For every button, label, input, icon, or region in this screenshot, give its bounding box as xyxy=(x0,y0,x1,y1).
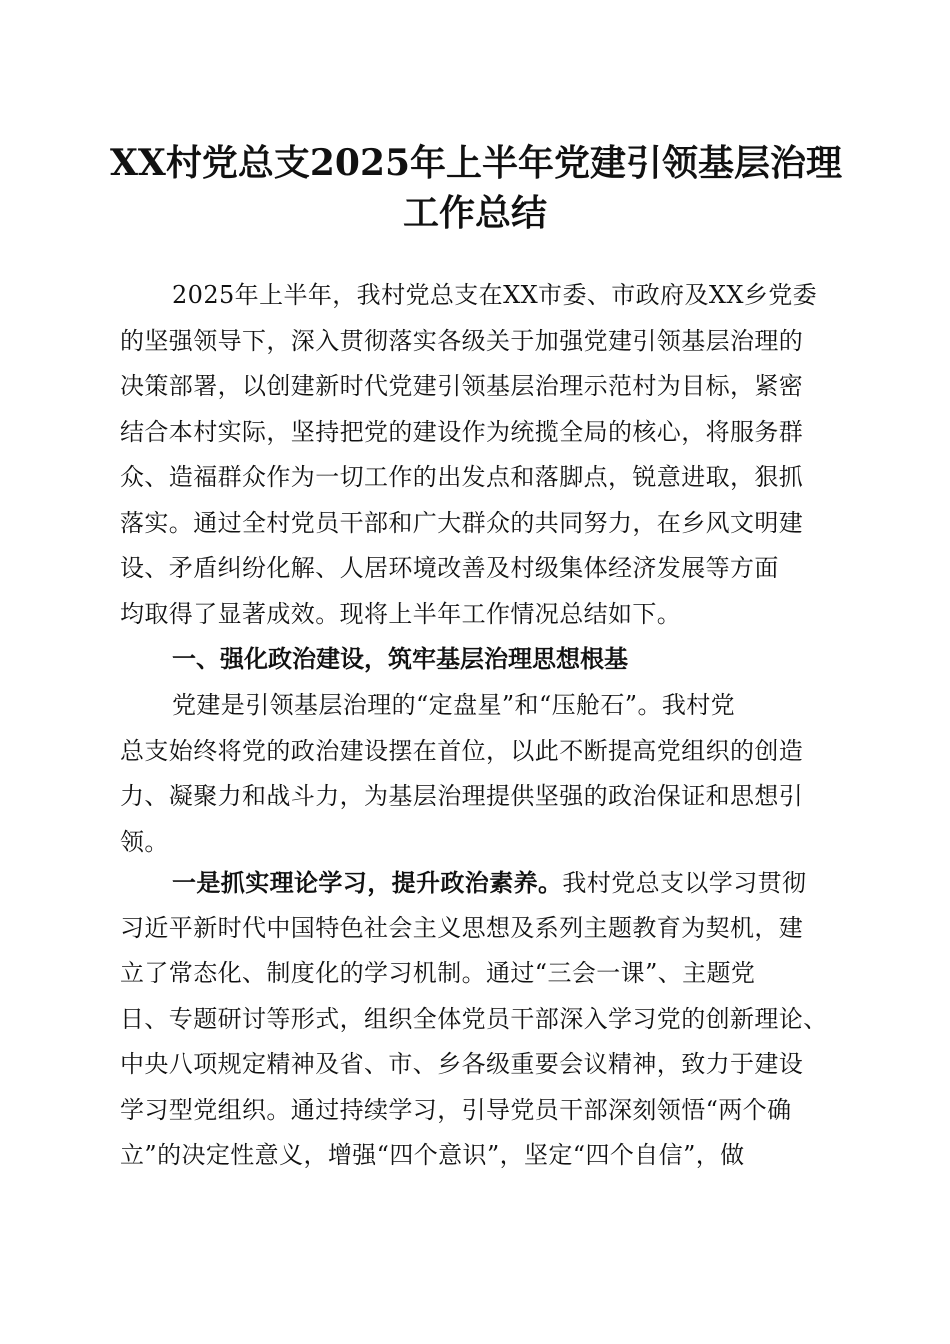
paragraph-lead: 一是抓实理论学习，提升政治素养。 xyxy=(172,868,563,897)
paragraph-line: 立了常态化、制度化的学习机制。通过“三会一课”、主题党 xyxy=(120,959,756,987)
title-line-1: XX村党总支2025年上半年党建引领基层治理 xyxy=(110,142,843,184)
paragraph-line: 中央八项规定精神及省、市、乡各级重要会议精神，致力于建设 xyxy=(120,1050,804,1078)
section-heading-1 xyxy=(120,637,832,683)
section-1-paragraph xyxy=(120,683,832,865)
paragraph-line: 党建是引领基层治理的“定盘星”和“压舱石”。我村党 xyxy=(172,691,736,719)
paragraph-line: 力、凝聚力和战斗力，为基层治理提供坚强的政治保证和思想引 xyxy=(120,782,804,810)
paragraph-line: 学习型党组织。通过持续学习，引导党员干部深刻领悟“两个确 xyxy=(120,1095,792,1124)
paragraph-text: 我村党总支以学习贯彻 xyxy=(562,869,807,897)
paragraph-line: 立”的决定性意义，增强“四个意识”，坚定“四个自信”，做 xyxy=(120,1141,745,1169)
paragraph-line: 2025年上半年，我村党总支在XX市委、市政府及XX乡党委 xyxy=(172,281,818,309)
paragraph-line xyxy=(120,860,832,906)
paragraph-line: 领。 xyxy=(120,827,169,856)
paragraph-line: 设、矛盾纠纷化解、人居环境改善及村级集体经济发展等方面 xyxy=(120,554,779,582)
paragraph-line: 总支始终将党的政治建设摆在首位，以此不断提高党组织的创造 xyxy=(120,736,804,765)
paragraph-line: 的坚强领导下，深入贯彻落实各级关于加强党建引领基层治理的 xyxy=(120,326,804,355)
theory-study-paragraph xyxy=(120,860,832,1179)
title-line-2: 工作总结 xyxy=(402,192,547,234)
paragraph-line: 结合本村实际，坚持把党的建设作为统揽全局的核心，将服务群 xyxy=(120,417,804,446)
paragraph-line: 日、专题研讨等形式，组织全体党员干部深入学习党的创新理论、 xyxy=(120,1004,828,1033)
paragraph-line: 落实。通过全村党员干部和广大群众的共同努力，在乡风文明建 xyxy=(120,508,804,537)
paragraph-line: 众、造福群众作为一切工作的出发点和落脚点，锐意进取，狠抓 xyxy=(120,463,804,491)
paragraph-line: 决策部署，以创建新时代党建引领基层治理示范村为目标，紧密 xyxy=(120,372,804,400)
section-heading-text: 一、强化政治建设，筑牢基层治理思想根基 xyxy=(172,645,628,673)
document-title xyxy=(110,138,843,238)
paragraph-line: 均取得了显著成效。现将上半年工作情况总结如下。 xyxy=(120,599,682,628)
intro-paragraph xyxy=(120,273,832,637)
paragraph-line: 习近平新时代中国特色社会主义思想及系列主题教育为契机，建 xyxy=(120,913,804,942)
